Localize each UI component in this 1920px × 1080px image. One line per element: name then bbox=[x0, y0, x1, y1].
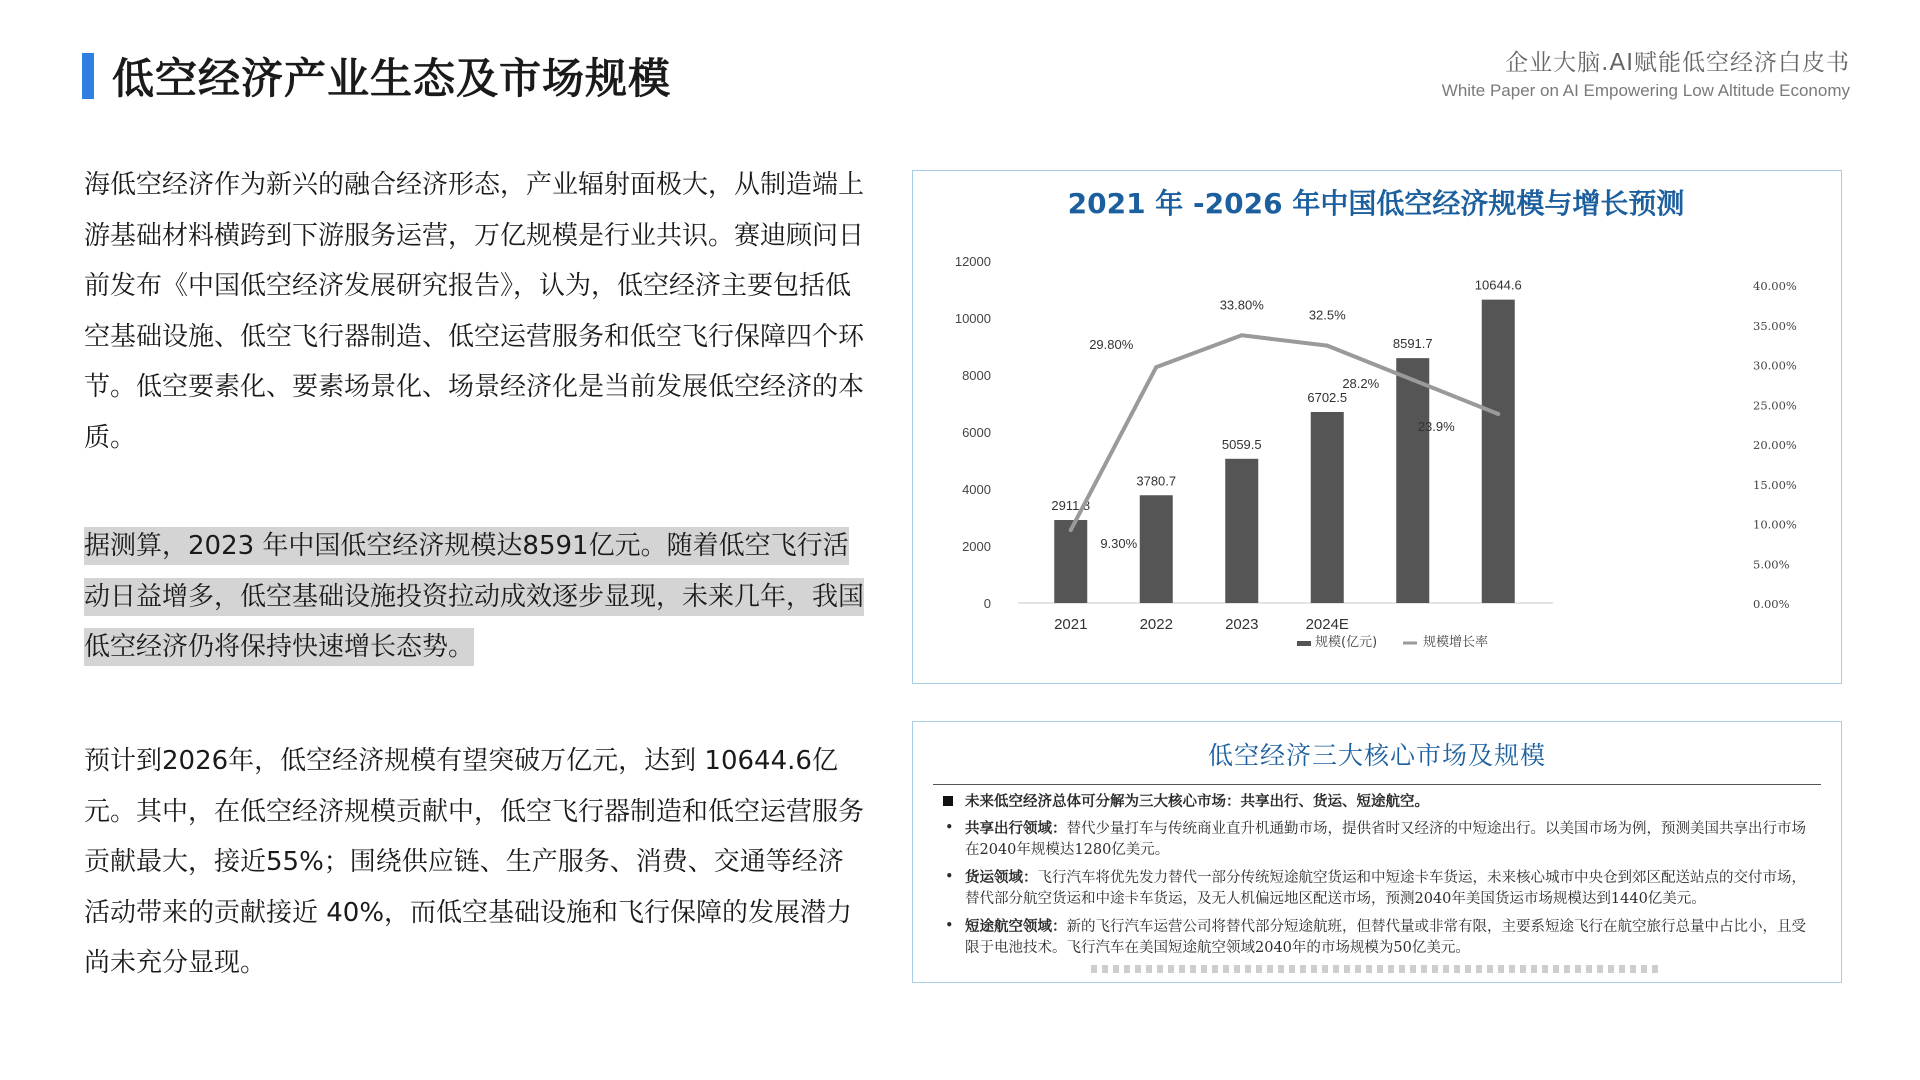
legend-line-label: 规模增长率 bbox=[1423, 635, 1489, 650]
y-axis-tick-label: 4000 bbox=[962, 482, 991, 497]
y2-axis-tick-label: 40.00% bbox=[1753, 279, 1797, 293]
y-axis-tick-label: 6000 bbox=[962, 425, 991, 440]
bar-value-label: 5059.5 bbox=[1221, 436, 1262, 452]
y2-axis-tick-label: 30.00% bbox=[1753, 358, 1797, 373]
growth-point bbox=[1154, 365, 1158, 369]
y2-axis-tick-label: 25.00% bbox=[1753, 398, 1797, 413]
x-axis-tick-label: 2022 bbox=[1139, 616, 1173, 633]
bar bbox=[1311, 412, 1344, 603]
market-item-key: 共享出行领域： bbox=[965, 820, 1067, 837]
market-item-key: 短途航空领域： bbox=[965, 918, 1067, 935]
growth-chart bbox=[913, 171, 1840, 682]
y2-axis-tick-label: 0.00% bbox=[1753, 597, 1790, 611]
growth-point bbox=[1325, 344, 1329, 348]
bar bbox=[1054, 520, 1087, 603]
x-axis-tick-label: 2021 bbox=[1054, 616, 1088, 633]
market-panel bbox=[912, 721, 1842, 983]
y-axis-tick-label: 8000 bbox=[962, 368, 991, 383]
y-axis-tick-label: 12000 bbox=[954, 254, 991, 269]
x-axis-tick-label: 2023 bbox=[1225, 616, 1259, 633]
paragraph-highlight bbox=[84, 521, 864, 673]
growth-value-label: 32.5% bbox=[1308, 307, 1346, 323]
cropped-text-line bbox=[1091, 965, 1661, 973]
bar bbox=[1140, 495, 1173, 603]
market-item-short-haul bbox=[941, 916, 1811, 959]
market-item-freight bbox=[941, 867, 1811, 910]
market-item-text: 替代少量打车与传统商业直升机通勤市场，提供省时又经济的中短途出行。以美国市场为例，预测美国共享出行市场在2040年规模达1280亿美元。 bbox=[965, 821, 1806, 858]
page-title: 低空经济产业生态及市场规模 bbox=[112, 54, 672, 103]
growth-value-label: 33.80% bbox=[1219, 297, 1264, 313]
growth-point bbox=[1069, 528, 1073, 532]
market-headline bbox=[941, 791, 1811, 812]
legend-bar-swatch bbox=[1297, 641, 1311, 646]
paragraph-forecast: 预计到2026年，低空经济规模有望突破万亿元，达到 10644.6亿元。其中，在低空经济规模贡献中，低空飞行器制造和低空运营服务贡献最大，接近55%；围绕供应链、生产服务、消费、交通等经济活动带来的贡献接近 40%，而低空基础设施和飞行保障的发展潜力尚未充分显现。 bbox=[84, 746, 865, 978]
bullet-icon: • bbox=[945, 869, 954, 885]
bar bbox=[1396, 358, 1429, 603]
bar bbox=[1482, 300, 1515, 603]
legend-bar-label: 规模(亿元) bbox=[1315, 635, 1378, 650]
bar-value-label: 2911.8 bbox=[1051, 498, 1091, 514]
y2-axis-tick-label: 35.00% bbox=[1753, 318, 1797, 333]
y2-axis-tick-label: 10.00% bbox=[1753, 517, 1797, 532]
market-item-key: 货运领域： bbox=[965, 869, 1038, 886]
bar bbox=[1225, 459, 1258, 603]
growth-value-label: 9.30% bbox=[1100, 536, 1138, 552]
header-right bbox=[1442, 44, 1850, 101]
growth-point bbox=[1411, 378, 1415, 382]
header-title-en: White Paper on AI Empowering Low Altitude Economy bbox=[1441, 81, 1850, 100]
market-item-text: 飞行汽车将优先发力替代一部分传统短途航空货运和中短途卡车货运，未来核心城市中央仓到郊区配送站点的交付市场，替代部分航空货运和中途卡车货运，及无人机偏远地区配送市场，预测2040年美国货运市场规模达到1440亿美元。 bbox=[965, 870, 1806, 907]
y-axis-tick-label: 0 bbox=[983, 596, 991, 611]
paragraph-intro: 海低空经济作为新兴的融合经济形态，产业辐射面极大，从制造端上游基础材料横跨到下游服务运营，万亿规模是行业共识。赛迪顾问日前发布《中国低空经济发展研究报告》，认为，低空经济主要包括低空基础设施、低空飞行器制造、低空运营服务和低空飞行保障四个环节。低空要素化、要素场景化、场景经济化是当前发展低空经济的本质。 bbox=[84, 170, 865, 453]
bar-value-label: 3780.7 bbox=[1136, 473, 1177, 489]
bar-value-label: 6702.5 bbox=[1307, 389, 1348, 405]
market-title: 低空经济三大核心市场及规模 bbox=[1207, 741, 1546, 770]
highlighted-text: 据测算，2023 年中国低空经济规模达8591亿元。随着低空飞行活动日益增多，低空基础设施投资拉动成效逐步显现，未来几年，我国低空经济仍将保持快速增长态势。 bbox=[84, 527, 864, 666]
market-body bbox=[913, 785, 1841, 973]
market-item-text: 新的飞行汽车运营公司将替代部分短途航班，但替代量或非常有限，主要系短途飞行在航空旅行总量中占比小，且受限于电池技术。飞行汽车在美国短途航空领域2040年的市场规模为50亿美元。 bbox=[965, 919, 1806, 956]
market-headline-text: 未来低空经济总体可分解为三大核心市场：共享出行、货运、短途航空。 bbox=[965, 793, 1429, 810]
chart-panel bbox=[912, 170, 1842, 684]
x-axis-tick-label: 2024E bbox=[1305, 616, 1349, 633]
bullet-icon: • bbox=[945, 918, 954, 934]
square-bullet-icon bbox=[943, 796, 953, 806]
chart-title: 2021 年 -2026 年中国低空经济规模与增长预测 bbox=[1067, 187, 1685, 220]
growth-point bbox=[1240, 333, 1244, 337]
y2-axis-tick-label: 20.00% bbox=[1753, 438, 1797, 452]
bar-value-label: 8591.7 bbox=[1392, 336, 1433, 352]
growth-value-label: 29.80% bbox=[1089, 337, 1134, 353]
title-accent-bar bbox=[82, 53, 94, 99]
header-title-cn: 企业大脑.AI赋能低空经济白皮书 bbox=[1505, 50, 1850, 76]
y-axis-tick-label: 10000 bbox=[954, 311, 991, 326]
growth-value-label: 28.2% bbox=[1342, 375, 1380, 391]
bullet-icon: • bbox=[945, 820, 954, 836]
y2-axis-tick-label: 5.00% bbox=[1753, 557, 1790, 572]
market-item-sharing bbox=[941, 818, 1811, 861]
y-axis-tick-label: 2000 bbox=[962, 539, 991, 554]
growth-point bbox=[1496, 412, 1500, 416]
bar-value-label: 10644.6 bbox=[1474, 277, 1522, 293]
y2-axis-tick-label: 15.00% bbox=[1753, 477, 1797, 492]
growth-value-label: 23.9% bbox=[1417, 418, 1455, 434]
